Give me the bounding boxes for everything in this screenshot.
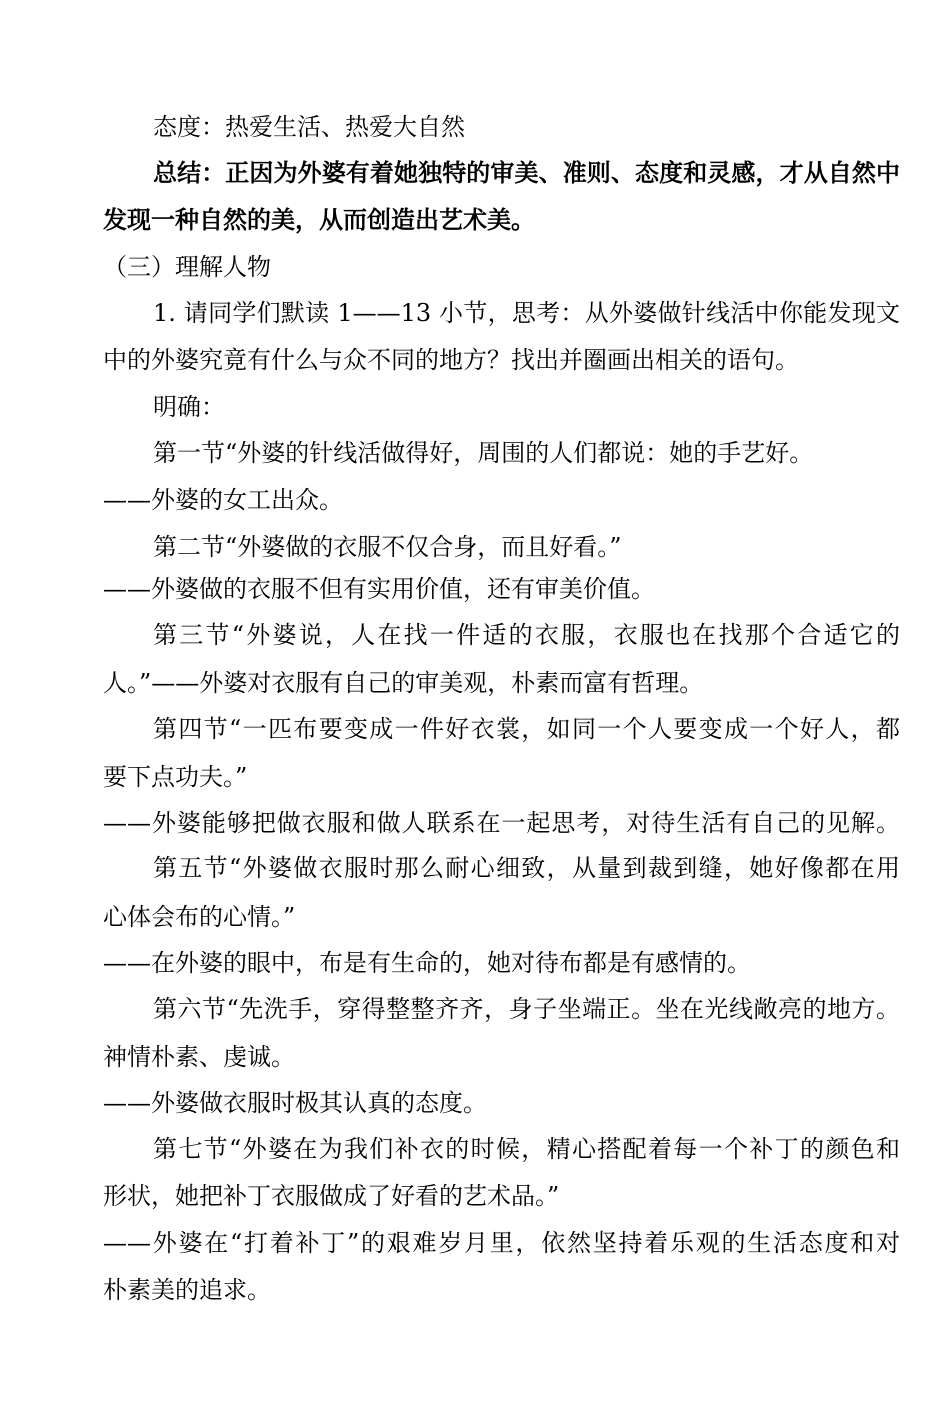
- section-3-quote: 第三节“外婆说，人在找一件适的衣服，衣服也在找那个合适它的: [153, 621, 900, 649]
- section-4-analysis: ——外婆能够把做衣服和做人联系在一起思考，对待生活有自己的见解。: [103, 809, 900, 837]
- question-line-1: 1. 请同学们默读 1——13 小节，思考：从外婆做针线活中你能发现文: [153, 299, 900, 327]
- section-5-quote-1: 第五节“外婆做衣服时那么耐心细致，从量到裁到缝，她好像都在用: [153, 854, 900, 882]
- attitude-line: 态度：热爱生活、热爱大自然: [153, 113, 465, 141]
- section-2-analysis: ——外婆做的衣服不但有实用价值，还有审美价值。: [103, 575, 655, 603]
- section-heading: （三）理解人物: [103, 253, 271, 281]
- section-6-quote-2: 神情朴素、虔诚。: [103, 1043, 295, 1071]
- question-line-2: 中的外婆究竟有什么与众不同的地方？找出并圈画出相关的语句。: [103, 346, 799, 374]
- section-6-quote-1: 第六节“先洗手，穿得整整齐齐，身子坐端正。坐在光线敞亮的地方。: [153, 995, 900, 1023]
- section-4-quote-2: 要下点功夫。”: [103, 763, 248, 791]
- answer-label: 明确：: [153, 393, 225, 421]
- section-7-quote-1: 第七节“外婆在为我们补衣的时候，精心搭配着每一个补丁的颜色和: [153, 1135, 900, 1163]
- section-1-analysis: ——外婆的女工出众。: [103, 486, 343, 514]
- summary-line-2: 发现一种自然的美，从而创造出艺术美。: [103, 205, 535, 234]
- summary-line-1: 总结：正因为外婆有着她独特的审美、准则、态度和灵感，才从自然中: [153, 158, 900, 187]
- section-5-quote-2: 心体会布的心情。”: [103, 903, 296, 931]
- section-7-analysis-2: 朴素美的追求。: [103, 1276, 271, 1304]
- section-6-analysis: ——外婆做衣服时极其认真的态度。: [103, 1089, 487, 1117]
- section-2-quote: 第二节“外婆做的衣服不仅合身，而且好看。”: [153, 533, 622, 561]
- section-7-quote-2: 形状，她把补丁衣服做成了好看的艺术品。”: [103, 1182, 560, 1210]
- section-5-analysis: ——在外婆的眼中，布是有生命的，她对待布都是有感情的。: [103, 949, 751, 977]
- section-4-quote-1: 第四节“一匹布要变成一件好衣裳，如同一个人要变成一个好人，都: [153, 715, 900, 743]
- section-1-quote: 第一节“外婆的针线活做得好，周围的人们都说：她的手艺好。: [153, 439, 814, 467]
- section-7-analysis-1: ——外婆在“打着补丁”的艰难岁月里，依然坚持着乐观的生活态度和对: [103, 1229, 900, 1257]
- section-3-analysis: 人。”——外婆对衣服有自己的审美观，朴素而富有哲理。: [103, 669, 704, 697]
